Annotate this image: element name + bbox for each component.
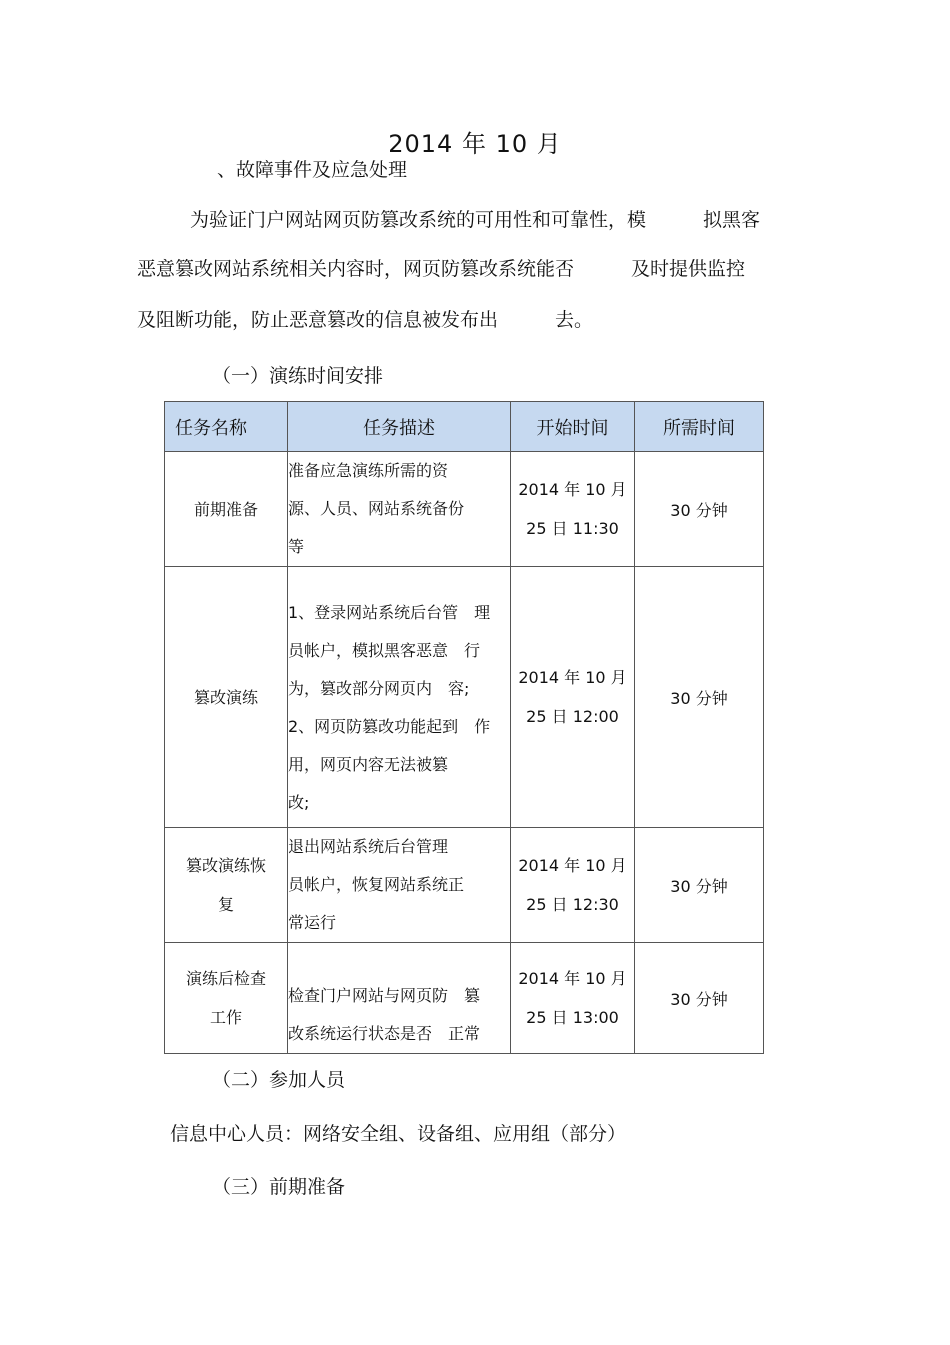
header-start-time: 开始时间 [511,402,635,452]
table-row [165,567,764,828]
cell-text: 前期准备 [193,499,258,519]
cell-text: 改系统运行状态是否 正常 [288,1024,481,1043]
cell-start-time [511,567,635,828]
section-heading: 、故障事件及应急处理 [217,159,408,181]
cell-text: 2、网页防篡改功能起到 作 [288,717,491,736]
cell-text: 25 日 11:30 [526,519,619,538]
cell-duration: 30 分钟 [635,943,764,1054]
cell-task-desc [288,567,511,828]
cell-text: 检查门户网站与网页防 篡 [288,986,481,1005]
cell-text: 用，网页内容无法被篡 [288,755,449,774]
cell-text: 篡改演练 [193,687,258,707]
cell-text: 25 日 12:00 [526,707,619,726]
page-title: 2014 年 10 月 [388,130,562,158]
cell-task-desc [288,828,511,943]
cell-text: 1、登录网站系统后台管 理 [288,603,491,622]
intro-line-3: 及阻断功能，防止恶意篡改的信息被发布出 去。 [137,309,594,331]
cell-text: 改; [288,793,310,812]
cell-start-time [511,828,635,943]
cell-start-time [511,943,635,1054]
header-task-name: 任务名称 [165,402,288,452]
cell-duration: 30 分钟 [635,828,764,943]
header-task-desc: 任务描述 [288,402,511,452]
cell-text: 常运行 [288,913,337,932]
cell-text: 2014 年 10 月 [518,969,627,988]
cell-task-desc [288,943,511,1054]
cell-task-name [165,943,288,1054]
cell-text: 2014 年 10 月 [518,480,627,499]
cell-text: 25 日 12:30 [526,895,619,914]
cell-task-name [165,452,288,567]
cell-text: 篡改演练恢 [185,856,266,875]
cell-text: 复 [217,895,234,914]
table-row [165,452,764,567]
intro-line-2: 恶意篡改网站系统相关内容时，网页防篡改系统能否 及时提供监控 [137,258,746,280]
cell-text: 退出网站系统后台管理 [288,837,449,856]
header-duration: 所需时间 [635,402,764,452]
intro-line-1: 为验证门户网站网页防篡改系统的可用性和可靠性，模 拟黑客 [190,209,761,231]
cell-text: 员帐户，模拟黑客恶意 行 [288,641,481,660]
cell-text: 2014 年 10 月 [518,856,627,875]
cell-text: 工作 [209,1008,242,1027]
cell-start-time [511,452,635,567]
schedule-table [164,401,764,1054]
table-row [165,828,764,943]
cell-duration: 30 分钟 [635,452,764,567]
subheading-preparation: （三）前期准备 [212,1176,346,1198]
cell-text: 源、人员、网站系统备份 [288,499,465,518]
cell-text: 为，篡改部分网页内 容; [288,679,470,698]
subheading-schedule: （一）演练时间安排 [212,365,384,387]
cell-text: 演练后检查 [185,969,266,988]
cell-text: 2014 年 10 月 [518,668,627,687]
cell-text: 等 [288,537,305,556]
cell-task-name [165,567,288,828]
cell-task-desc [288,452,511,567]
cell-text: 准备应急演练所需的资 [288,461,449,480]
subheading-participants: （二）参加人员 [212,1069,346,1091]
participants-text: 信息中心人员：网络安全组、设备组、应用组（部分） [170,1123,627,1145]
cell-text: 员帐户，恢复网站系统正 [288,875,465,894]
cell-task-name [165,828,288,943]
table-row [165,943,764,1054]
cell-duration: 30 分钟 [635,567,764,828]
cell-text: 25 日 13:00 [526,1008,619,1027]
table-header-row [165,402,764,452]
